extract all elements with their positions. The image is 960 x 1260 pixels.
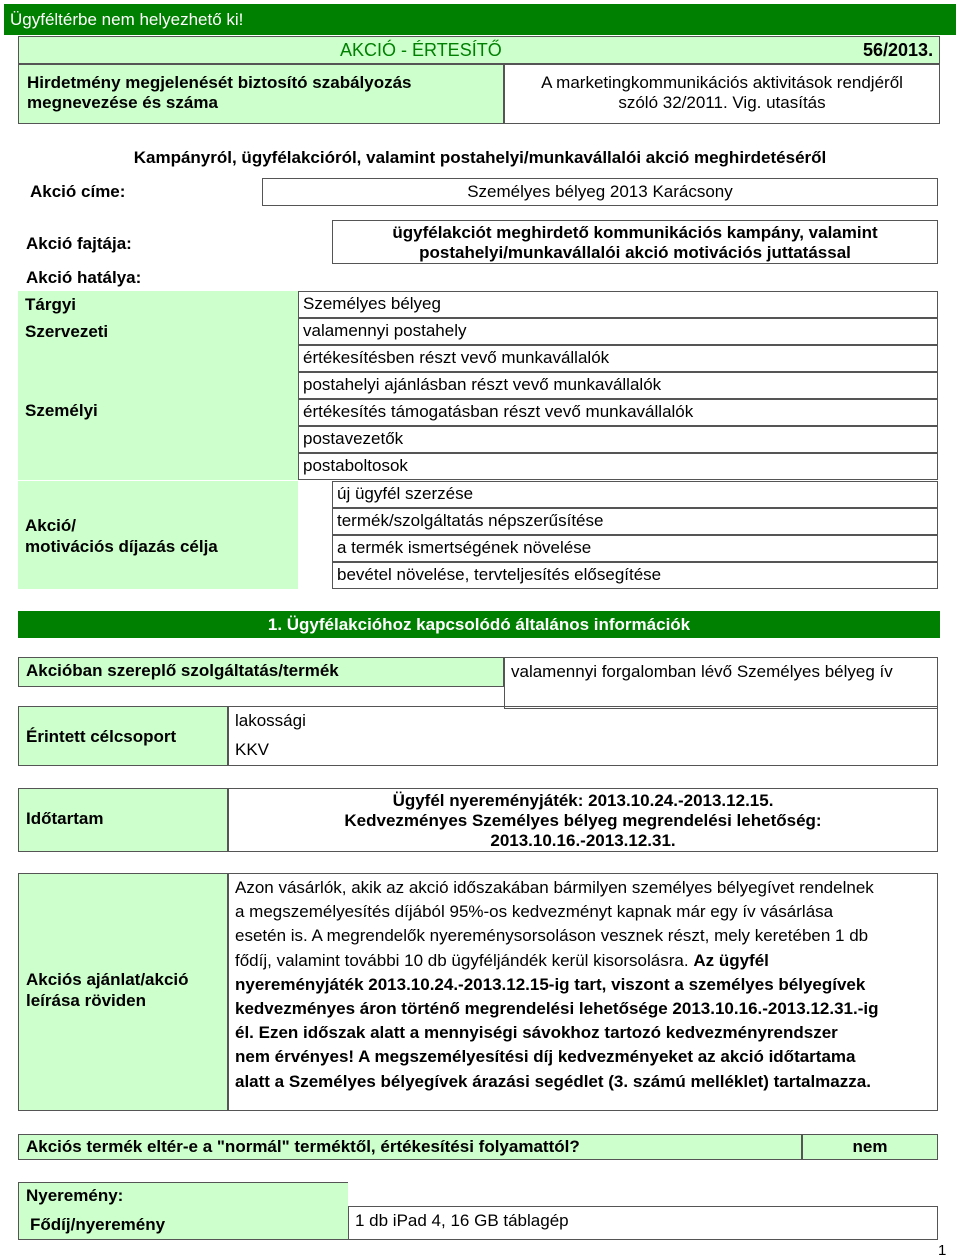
duration-line-1: Ügyfél nyereményjáték: 2013.10.24.-2013.12.15.	[392, 791, 774, 810]
offer-line-1: Azon vásárlók, akik az akció időszakában bármilyen személyes bélyegívet rendelnek	[235, 878, 874, 897]
offer-label-1: Akciós ajánlat/akció	[26, 970, 189, 989]
personal-value-4: postavezetők	[298, 426, 938, 453]
target-value-2: KKV	[228, 736, 938, 766]
announcement-label-2: megnevezése és száma	[27, 93, 218, 112]
announcement-label-box	[18, 64, 504, 124]
subject-value: Személyes bélyeg	[298, 291, 938, 318]
offer-line-3: esetén is. A megrendelők nyereménysorsoláson vesznek részt, mely keretében 1 db	[235, 926, 869, 946]
warning-text: Ügyféltérbe nem helyezhető ki!	[10, 10, 244, 29]
target-value-1: lakossági	[228, 706, 938, 736]
goal-label-block	[18, 481, 298, 589]
goal-value-2: termék/szolgáltatás népszerűsítése	[332, 508, 938, 535]
regulation-box	[504, 64, 940, 124]
action-title-value: Személyes bélyeg 2013 Karácsony	[262, 178, 938, 206]
product-label: Akcióban szereplő szolgáltatás/termék	[18, 657, 504, 687]
personal-value-3: értékesítés támogatásban részt vevő munkavállalók	[298, 399, 938, 426]
differs-value: nem	[802, 1134, 938, 1160]
subject-label: Tárgyi	[18, 291, 298, 318]
product-value: valamennyi forgalomban lévő Személyes bélyeg ív	[504, 657, 938, 709]
duration-label-text: Időtartam	[26, 809, 104, 828]
org-value: valamennyi postahely	[298, 318, 938, 345]
offer-line-4: fődíj, valamint további 10 db ügyféljándék kerül kisorsolásra. Az ügyfél	[235, 950, 769, 970]
offer-line-7: él. Ezen időszak alatt a mennyiségi sávokhoz tartozó kedvezményrendszer	[235, 1023, 838, 1043]
offer-line-5: nyereményjáték 2013.10.24.-2013.12.15-ig tart, viszont a személyes bélyegívek	[235, 974, 866, 994]
goal-value-3: a termék ismertségének növelése	[332, 535, 938, 562]
offer-line-2: a megszemélyesítés díjából 95%-os kedvezményt kapnak már egy ív vásárlása	[235, 902, 834, 922]
action-type-line-2: postahelyi/munkavállalói akció motivációs juttatással	[419, 243, 851, 262]
action-type-label: Akció fajtája:	[26, 234, 132, 253]
offer-label	[18, 873, 228, 1111]
offer-label-2: leírása röviden	[26, 991, 147, 1010]
page-number: 1	[938, 1242, 947, 1259]
doc-type: AKCIÓ - ÉRTESÍTŐ	[340, 40, 502, 60]
goal-label-2: motivációs díjazás célja	[25, 537, 218, 556]
goal-value-4: bevétel növelése, tervteljesítés elősegítése	[332, 562, 938, 589]
personal-value-5: postaboltosok	[298, 453, 938, 480]
action-type-line-1: ügyfélakciót meghirdető kommunikációs kampány, valamint	[392, 223, 878, 242]
goal-value-1: új ügyfél szerzése	[332, 481, 938, 508]
main-prize-label: Fődíj/nyeremény	[30, 1215, 166, 1234]
main-prize-value: 1 db iPad 4, 16 GB táblagép	[348, 1206, 938, 1240]
offer-line-6: kedvezményes áron történő megrendelési lehetősége 2013.10.16.-2013.12.31.-ig	[235, 999, 879, 1019]
section1-heading: 1. Ügyfélakcióhoz kapcsolódó általános információk	[18, 611, 940, 638]
doc-number: 56/2013.	[863, 40, 934, 60]
duration-label	[18, 788, 228, 852]
action-type-value-box	[332, 220, 938, 264]
duration-line-2: Kedvezményes Személyes bélyeg megrendelési lehetőség:	[344, 811, 822, 830]
prize-label: Nyeremény:	[26, 1186, 124, 1205]
org-label: Szervezeti	[18, 318, 298, 345]
duration-line-3: 2013.10.16.-2013.12.31.	[490, 831, 676, 850]
target-label-text: Érintett célcsoport	[26, 727, 177, 746]
offer-description	[228, 873, 938, 1111]
target-label	[18, 706, 228, 766]
announcement-label-1: Hirdetmény megjelenését biztosító szabályozás	[27, 73, 412, 92]
action-scope-label: Akció hatálya:	[26, 268, 142, 287]
regulation-line-1: A marketingkommunikációs aktivitások rendjéről	[541, 73, 903, 92]
differs-label: Akciós termék eltér-e a "normál" terméktől, értékesítési folyamattól?	[18, 1134, 802, 1160]
goal-label-1: Akció/	[25, 516, 77, 535]
personal-value-1: értékesítésben részt vevő munkavállalók	[298, 345, 938, 372]
personal-value-2: postahelyi ajánlásban részt vevő munkavállalók	[298, 372, 938, 399]
offer-line-9: alatt a Személyes bélyegívek árazási segédlet (3. számú melléklet) tartalmazza.	[235, 1071, 871, 1091]
personal-label-block	[18, 345, 298, 480]
action-title-label: Akció címe:	[30, 182, 126, 201]
offer-line-8: nem érvényes! A megszemélyesítési díj kedvezményeket az akció időtartama	[235, 1047, 856, 1067]
main-title: Kampányról, ügyfélakcióról, valamint postahelyi/munkavállalói akció meghirdetéséről	[133, 148, 827, 167]
duration-value-box	[228, 788, 938, 852]
personal-label: Személyi	[25, 401, 98, 420]
regulation-line-2: szóló 32/2011. Vig. utasítás	[618, 93, 826, 112]
